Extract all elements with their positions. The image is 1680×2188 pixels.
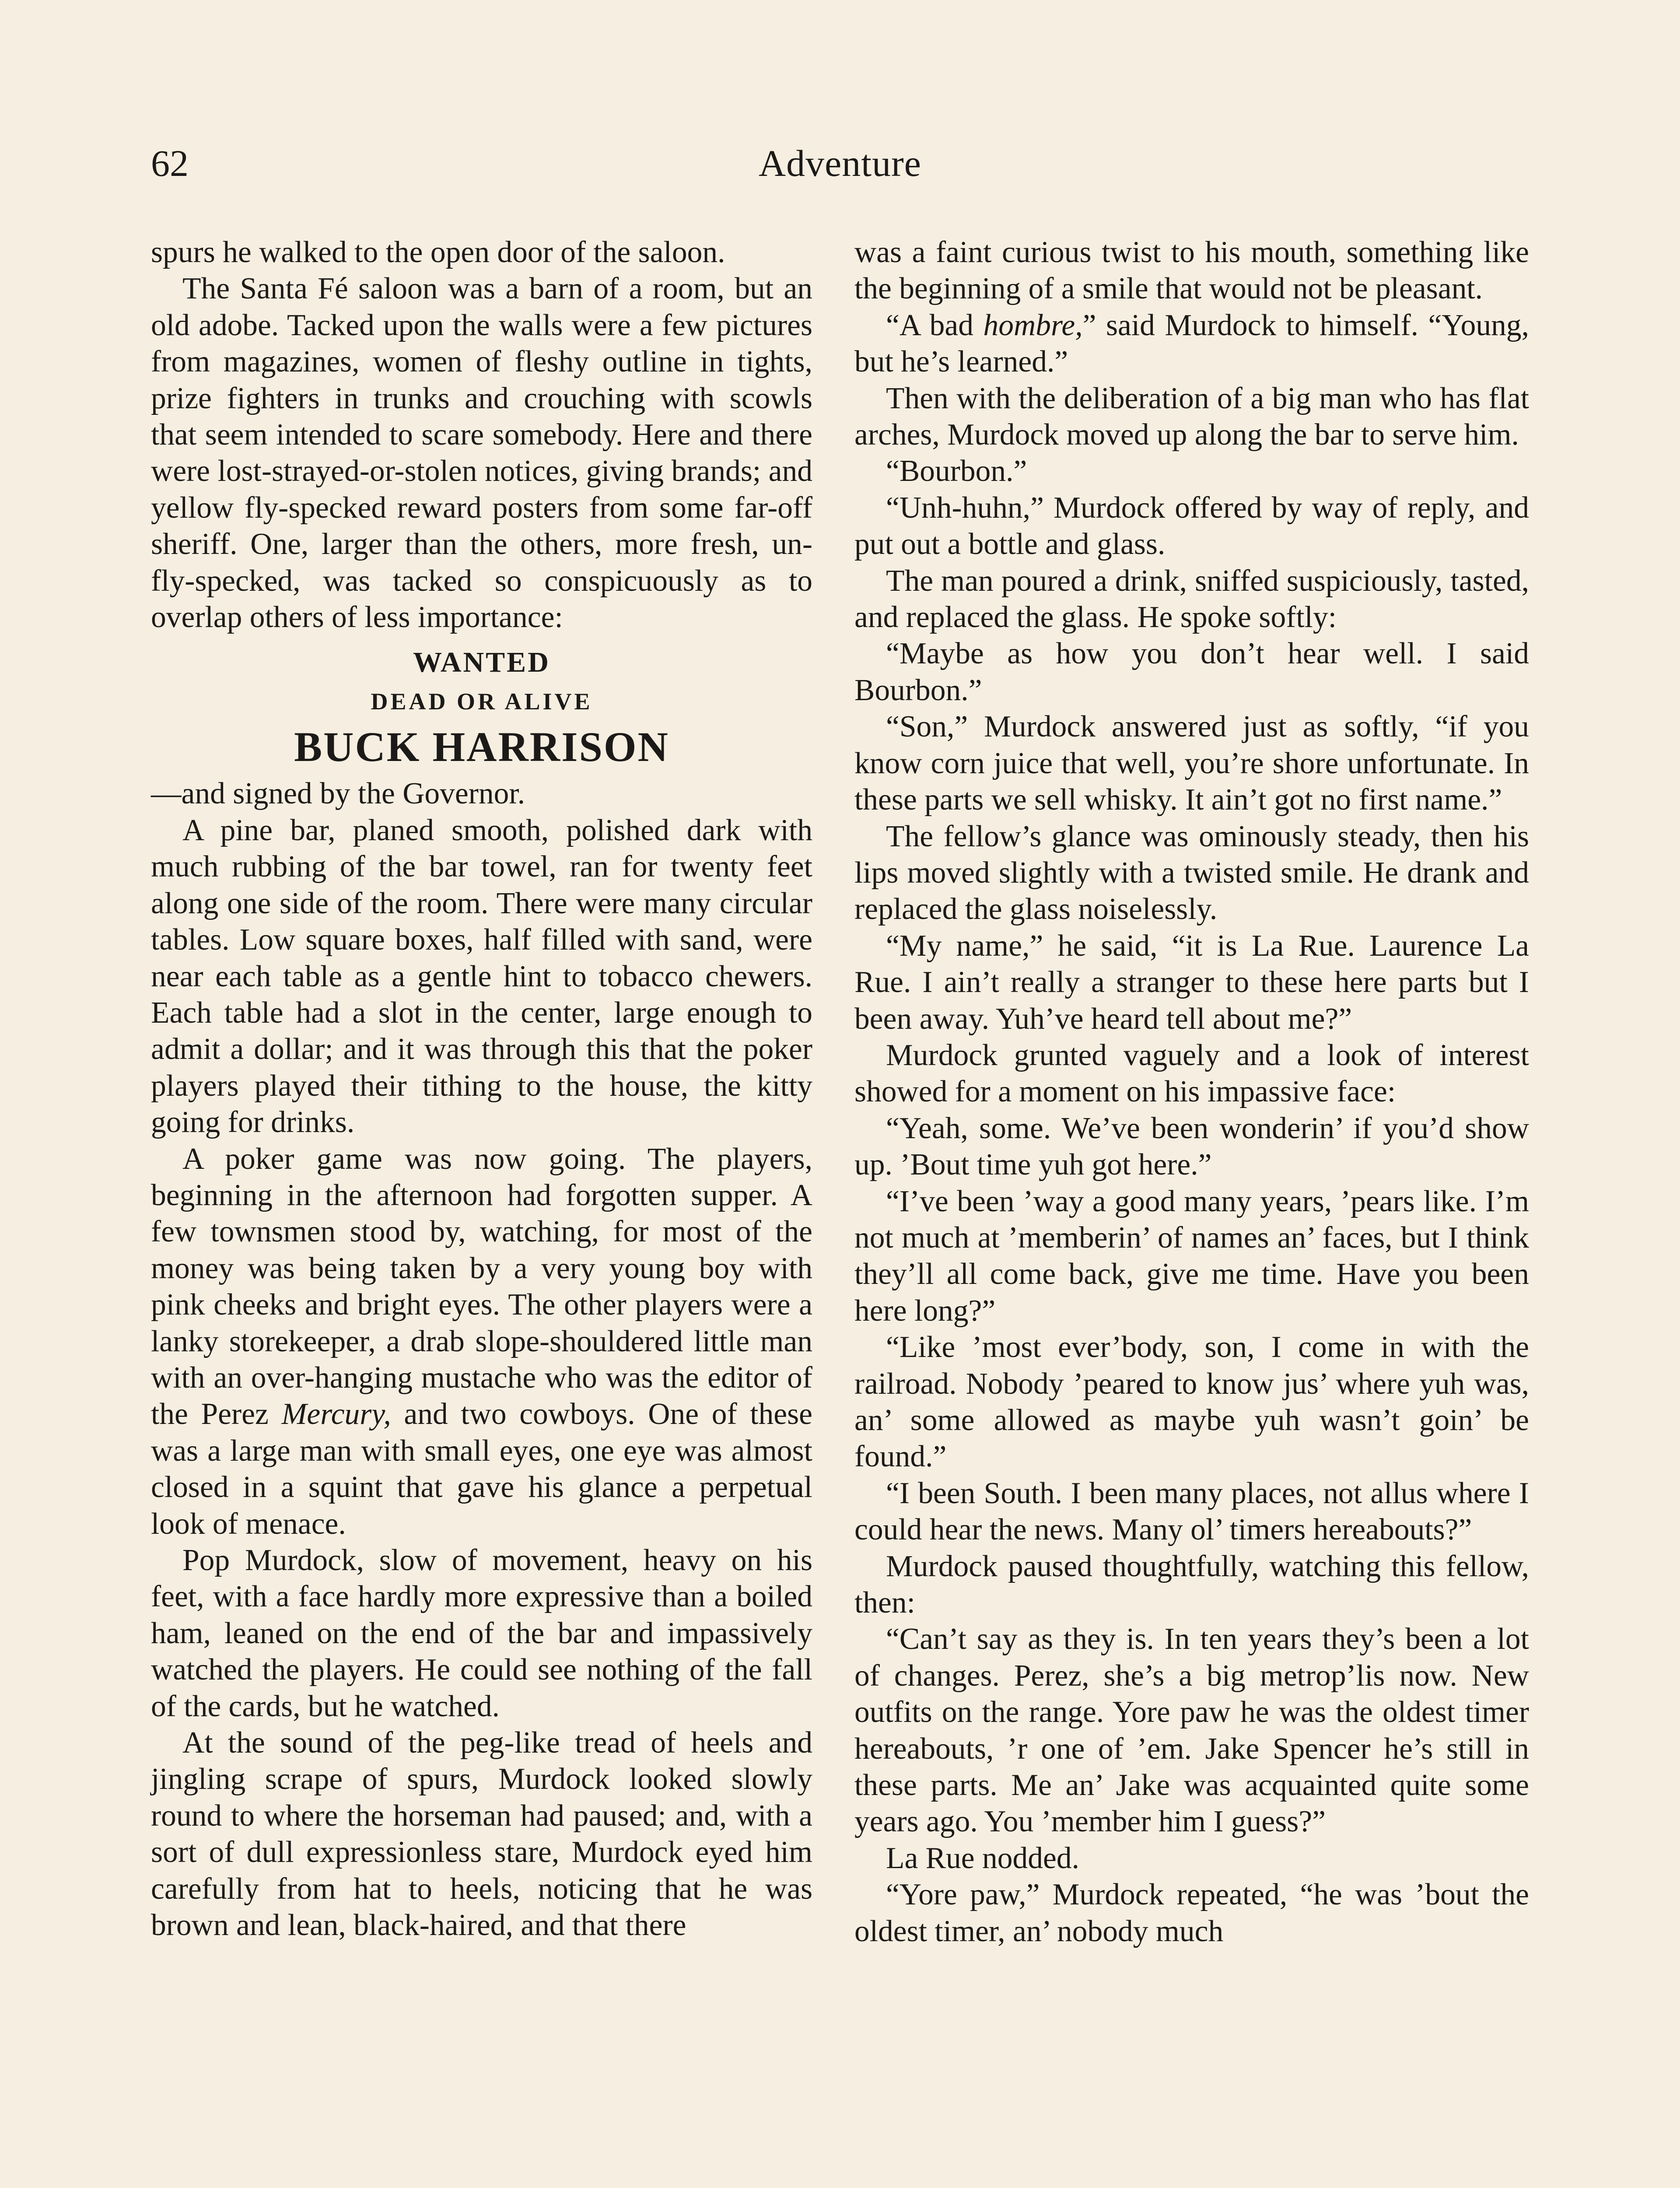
notice-dead-or-alive: DEAD OR ALIVE	[371, 688, 593, 715]
paragraph: spurs he walked to the open door of the saloon.	[151, 235, 725, 269]
wanted-notice	[151, 643, 812, 773]
paragraph: The Santa Fé saloon was a barn of a room, but an old adobe. Tacked upon the walls were a few pictures from magazines, women of fleshy outline in tights, prize fighters in trunks and crouching with scowls that seem intended to scare somebody. Here and there were lost-strayed-or-stolen notices, giving brands; and yellow fly-specked reward posters from some far-off sheriff. One, larger than the others, more fresh, un-fly-specked, was tacked so conspicuously as to overlap others of less importance:	[151, 272, 812, 635]
paragraph: “I’ve been ’way a good many years, ’pears like. I’m not much at ’memberin’ of names an’ faces, but I think they’ll all come back, give me time. Have you been here long?”	[854, 1184, 1529, 1328]
paragraph: Murdock grunted vaguely and a look of interest showed for a moment on his impassive face:	[854, 1038, 1529, 1109]
paragraph: “My name,” he said, “it is La Rue. Laurence La Rue. I ain’t really a stranger to these here parts but I been away. Yuh’ve heard tell about me?”	[854, 929, 1529, 1036]
paragraph: The fellow’s glance was ominously steady, then his lips moved slightly with a twisted smile. He drank and replaced the glass noiselessly.	[854, 819, 1529, 926]
page-number: 62	[151, 142, 189, 184]
paragraph: A pine bar, planed smooth, polished dark with much rubbing of the bar towel, ran for twenty feet along one side of the room. There were many circular tables. Low square boxes, half filled with sand, were near each table as a gentle hint to tobacco chewers. Each table had a slot in the center, large enough to admit a dollar; and it was through this that the poker players played their tithing to the house, the kitty going for drinks.	[151, 813, 812, 1140]
paragraph: “Yore paw,” Murdock repeated, “he was ’bout the oldest timer, an’ nobody much	[854, 1878, 1529, 1948]
paragraph: “Unh-huhn,” Murdock offered by way of reply, and put out a bottle and glass.	[854, 491, 1529, 561]
paragraph: “I been South. I been many places, not allus where I could hear the news. Many ol’ timers hereabouts?”	[854, 1476, 1529, 1547]
paragraph: “Maybe as how you don’t hear well. I said Bourbon.”	[854, 637, 1529, 707]
left-column	[151, 234, 812, 1943]
paragraph	[151, 1141, 812, 1542]
paragraph: La Rue nodded.	[886, 1841, 1079, 1875]
paragraph: “Yeah, some. We’ve been wonderin’ if you’d show up. ’Bout time yuh got here.”	[854, 1111, 1529, 1182]
paragraph: “Bourbon.”	[886, 454, 1027, 488]
paragraph: The man poured a drink, sniffed suspiciously, tasted, and replaced the glass. He spoke softly:	[854, 564, 1529, 635]
paragraph-text: and two cowboys. One of these was a large man with small eyes, one eye was almost closed in a squint that gave his glance a perpetual look of menace.	[151, 1397, 813, 1541]
paragraph-text: “A bad	[886, 308, 974, 342]
paragraph: “Son,” Murdock answered just as softly, “if you know corn juice that well, you’re shore unfortunate. In these parts we sell whisky. It ain’t got no first name.”	[854, 710, 1529, 817]
paragraph-text: ” said Murdock to himself. “Young, but he’s learned.”	[854, 308, 1529, 379]
notice-wanted: WANTED	[413, 646, 550, 679]
paragraph: “Like ’most ever’body, son, I come in with the railroad. Nobody ’peared to know jus’ where yuh was, an’ some allowed as maybe yuh wasn’t goin’ be found.”	[854, 1330, 1529, 1474]
paragraph: “Can’t say as they is. In ten years they’s been a lot of changes. Perez, she’s a big metrop’lis now. New outfits on the range. Yore paw he was the oldest timer hereabouts, ’r one of ’em. Jake Spencer he’s still in these parts. Me an’ Jake was acquainted quite some years ago. You ’member him I guess?”	[854, 1622, 1529, 1839]
paragraph: was a faint curious twist to his mouth, something like the beginning of a smile that would not be pleasant.	[854, 235, 1529, 306]
paragraph	[854, 307, 1529, 380]
right-column	[854, 234, 1529, 1950]
paragraph: Pop Murdock, slow of movement, heavy on his feet, with a face hardly more expressive than a boiled ham, leaned on the end of the bar and impassively watched the players. He could see nothing of the fall of the cards, but he watched.	[151, 1543, 812, 1723]
paragraph: Then with the deliberation of a big man who has flat arches, Murdock moved up along the bar to serve him.	[854, 381, 1529, 452]
paragraph: Murdock paused thoughtfully, watching this fellow, then:	[854, 1549, 1529, 1620]
paragraph: At the sound of the peg-like tread of heels and jingling scrape of spurs, Murdock looked slowly round to where the horseman had paused; and, with a sort of dull expressionless stare, Murdock eyed him carefully from hat to heels, noticing that he was brown and lean, black-haired, and that there	[151, 1726, 812, 1943]
paragraph-text: A poker game was now going. The players, beginning in the afternoon had forgotten supper. A few townsmen stood by, watching, for most of the money was being taken by a very young boy with pink cheeks and bright eyes. The other players were a lanky storekeeper, a drab slope-shouldered little man with an over-hanging mustache who was the editor of the Perez	[151, 1142, 812, 1431]
running-head-title: Adventure	[759, 142, 921, 184]
italic-word: hombre,	[983, 308, 1083, 342]
paragraph: —and signed by the Governor.	[151, 777, 525, 811]
newspaper-title: Mercury,	[281, 1397, 391, 1431]
notice-name: BUCK HARRISON	[294, 723, 669, 771]
